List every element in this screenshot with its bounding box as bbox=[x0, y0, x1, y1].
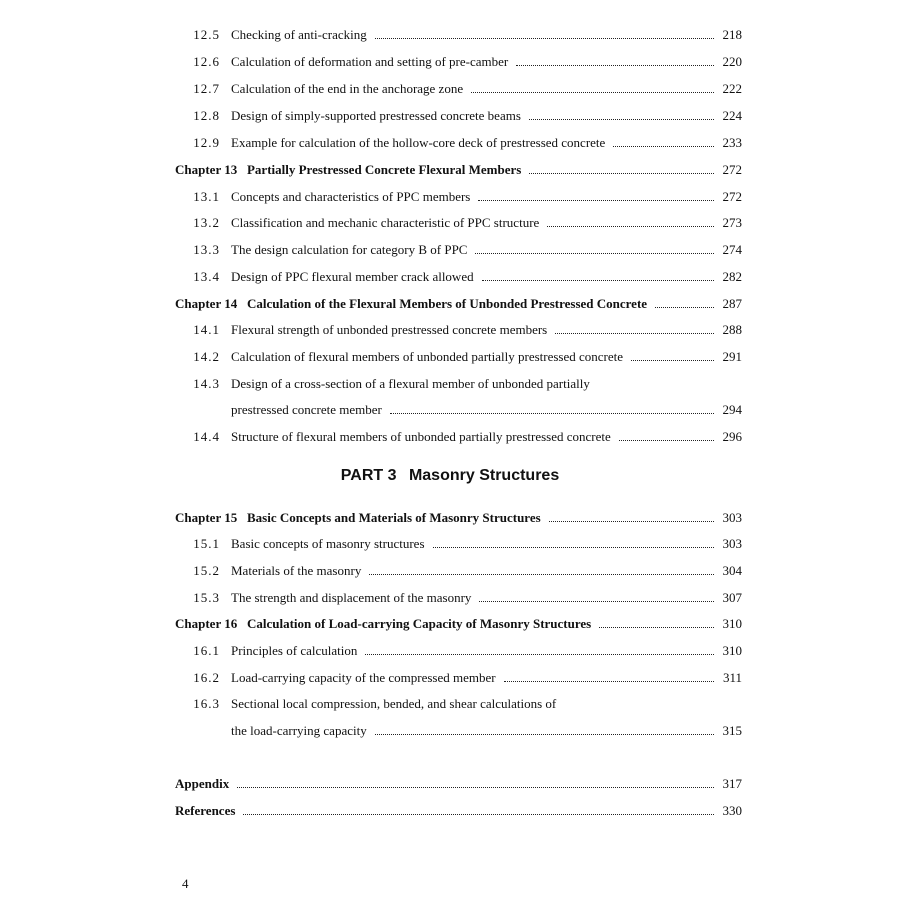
chapter-number: Chapter 16 bbox=[175, 616, 238, 631]
page-number: 288 bbox=[722, 322, 742, 337]
section-title: Principles of calculation bbox=[231, 643, 358, 658]
toc-entry[interactable] bbox=[0, 643, 900, 663]
page-number: 317 bbox=[722, 776, 742, 791]
toc-entry[interactable] bbox=[0, 135, 900, 155]
section-title: The strength and displacement of the masonry bbox=[231, 590, 472, 605]
part-label: PART 3 bbox=[340, 467, 397, 484]
dot-leader bbox=[619, 440, 714, 441]
section-number: 14.2 bbox=[193, 349, 220, 364]
page-folio: 4 bbox=[182, 876, 189, 891]
section-number: 15.1 bbox=[193, 536, 220, 551]
toc-entry-continuation[interactable] bbox=[0, 402, 900, 422]
section-number: 13.2 bbox=[193, 215, 220, 230]
page-number: 273 bbox=[722, 215, 742, 230]
dot-leader bbox=[529, 119, 714, 120]
section-title: Flexural strength of unbonded prestressed concrete members bbox=[231, 322, 548, 337]
toc-chapter-entry[interactable] bbox=[0, 162, 900, 182]
dot-leader bbox=[655, 307, 714, 308]
section-title: Structure of flexural members of unbonded partially prestressed concrete bbox=[231, 429, 611, 444]
section-number: 13.1 bbox=[193, 189, 220, 204]
part-heading bbox=[0, 467, 900, 485]
toc-chapter-entry[interactable] bbox=[0, 296, 900, 316]
toc-entry[interactable] bbox=[0, 189, 900, 209]
toc-chapter-entry[interactable] bbox=[0, 510, 900, 530]
section-number: 16.1 bbox=[193, 643, 220, 658]
section-number: 13.4 bbox=[193, 269, 220, 284]
section-title: Design of simply-supported prestressed concrete beams bbox=[231, 108, 521, 123]
section-number: 12.6 bbox=[193, 54, 220, 69]
page-number: 272 bbox=[722, 162, 742, 177]
toc-chapter-entry[interactable] bbox=[0, 616, 900, 636]
page-number: 310 bbox=[722, 643, 742, 658]
chapter-title: Calculation of Load-carrying Capacity of Masonry Structures bbox=[246, 616, 592, 631]
section-number: 12.9 bbox=[193, 135, 220, 150]
backmatter-title: Appendix bbox=[175, 776, 230, 791]
section-title: Checking of anti-cracking bbox=[231, 27, 367, 42]
dot-leader bbox=[555, 333, 714, 334]
dot-leader bbox=[433, 547, 714, 548]
dot-leader bbox=[599, 627, 714, 628]
toc-entry[interactable] bbox=[0, 670, 900, 690]
page-number: 315 bbox=[722, 723, 742, 738]
page-number: 274 bbox=[722, 242, 742, 257]
dot-leader bbox=[504, 681, 714, 682]
dot-leader bbox=[375, 734, 714, 735]
dot-leader bbox=[529, 173, 714, 174]
page-number: 287 bbox=[722, 296, 742, 311]
section-title: Calculation of flexural members of unbonded partially prestressed concrete bbox=[231, 349, 624, 364]
section-title: Classification and mechanic characteristic of PPC structure bbox=[231, 215, 540, 230]
section-title: Basic concepts of masonry structures bbox=[231, 536, 425, 551]
page-number: 218 bbox=[722, 27, 742, 42]
dot-leader bbox=[547, 226, 714, 227]
section-title-continued: the load-carrying capacity bbox=[231, 723, 367, 738]
dot-leader bbox=[549, 521, 714, 522]
section-title: Calculation of deformation and setting of pre-camber bbox=[231, 54, 509, 69]
toc-entry[interactable] bbox=[0, 27, 900, 47]
toc-entry[interactable] bbox=[0, 429, 900, 449]
dot-leader bbox=[471, 92, 714, 93]
toc-entry[interactable] bbox=[0, 242, 900, 262]
dot-leader bbox=[369, 574, 714, 575]
chapter-title: Partially Prestressed Concrete Flexural Members bbox=[246, 162, 522, 177]
section-title: Materials of the masonry bbox=[231, 563, 362, 578]
chapter-title: Calculation of the Flexural Members of Unbonded Prestressed Concrete bbox=[246, 296, 648, 311]
page-number: 222 bbox=[722, 81, 742, 96]
toc-backmatter-entry[interactable] bbox=[0, 803, 900, 823]
section-title: Calculation of the end in the anchorage zone bbox=[231, 81, 464, 96]
page-number: 303 bbox=[722, 536, 742, 551]
dot-leader bbox=[365, 654, 714, 655]
page-number: 304 bbox=[722, 563, 742, 578]
section-number: 16.3 bbox=[193, 696, 220, 711]
dot-leader bbox=[482, 280, 714, 281]
section-title: Load-carrying capacity of the compressed member bbox=[231, 670, 496, 685]
page-number: 311 bbox=[722, 670, 742, 685]
section-title-continued: prestressed concrete member bbox=[231, 402, 382, 417]
toc-entry[interactable] bbox=[0, 563, 900, 583]
dot-leader bbox=[237, 787, 714, 788]
section-number: 14.4 bbox=[193, 429, 220, 444]
toc-entry[interactable] bbox=[0, 376, 900, 396]
dot-leader bbox=[243, 814, 714, 815]
toc-entry[interactable] bbox=[0, 349, 900, 369]
page-number: 330 bbox=[722, 803, 742, 818]
toc-entry[interactable] bbox=[0, 215, 900, 235]
dot-leader bbox=[475, 253, 714, 254]
toc-entry[interactable] bbox=[0, 590, 900, 610]
toc-entry[interactable] bbox=[0, 269, 900, 289]
page-number: 291 bbox=[722, 349, 742, 364]
toc-entry[interactable] bbox=[0, 54, 900, 74]
backmatter-title: References bbox=[175, 803, 236, 818]
toc-entry[interactable] bbox=[0, 536, 900, 556]
part-title: Masonry Structures bbox=[408, 467, 560, 484]
page-number: 233 bbox=[722, 135, 742, 150]
dot-leader bbox=[478, 200, 714, 201]
dot-leader bbox=[613, 146, 714, 147]
toc-entry[interactable] bbox=[0, 322, 900, 342]
page-number: 282 bbox=[722, 269, 742, 284]
toc-backmatter-entry[interactable] bbox=[0, 776, 900, 796]
section-title: Example for calculation of the hollow-core deck of prestressed concrete bbox=[231, 135, 606, 150]
toc-entry[interactable] bbox=[0, 108, 900, 128]
chapter-number: Chapter 15 bbox=[175, 510, 238, 525]
section-number: 13.3 bbox=[193, 242, 220, 257]
page-number: 296 bbox=[722, 429, 742, 444]
dot-leader bbox=[479, 601, 714, 602]
section-number: 12.5 bbox=[193, 27, 220, 42]
page-number: 224 bbox=[722, 108, 742, 123]
page-number: 272 bbox=[722, 189, 742, 204]
section-number: 16.2 bbox=[193, 670, 220, 685]
chapter-number: Chapter 13 bbox=[175, 162, 238, 177]
page-number: 303 bbox=[722, 510, 742, 525]
section-title: Design of a cross-section of a flexural member of unbonded partially bbox=[231, 376, 590, 391]
section-title: Sectional local compression, bended, and shear calculations of bbox=[231, 696, 557, 711]
page-number: 294 bbox=[722, 402, 742, 417]
section-number: 12.8 bbox=[193, 108, 220, 123]
section-title: Concepts and characteristics of PPC members bbox=[231, 189, 471, 204]
section-number: 15.2 bbox=[193, 563, 220, 578]
section-number: 15.3 bbox=[193, 590, 220, 605]
dot-leader bbox=[390, 413, 714, 414]
section-title: The design calculation for category B of PPC bbox=[231, 242, 468, 257]
section-number: 14.3 bbox=[193, 376, 220, 391]
chapter-title: Basic Concepts and Materials of Masonry Structures bbox=[246, 510, 541, 525]
page-number: 220 bbox=[722, 54, 742, 69]
toc-entry-continuation[interactable] bbox=[0, 723, 900, 743]
toc-entry[interactable] bbox=[0, 81, 900, 101]
section-number: 12.7 bbox=[193, 81, 220, 96]
dot-leader bbox=[631, 360, 714, 361]
page-number: 307 bbox=[722, 590, 742, 605]
toc-entry[interactable] bbox=[0, 696, 900, 716]
dot-leader bbox=[375, 38, 714, 39]
chapter-number: Chapter 14 bbox=[175, 296, 238, 311]
dot-leader bbox=[516, 65, 714, 66]
section-number: 14.1 bbox=[193, 322, 220, 337]
page-number: 310 bbox=[722, 616, 742, 631]
section-title: Design of PPC flexural member crack allowed bbox=[231, 269, 474, 284]
